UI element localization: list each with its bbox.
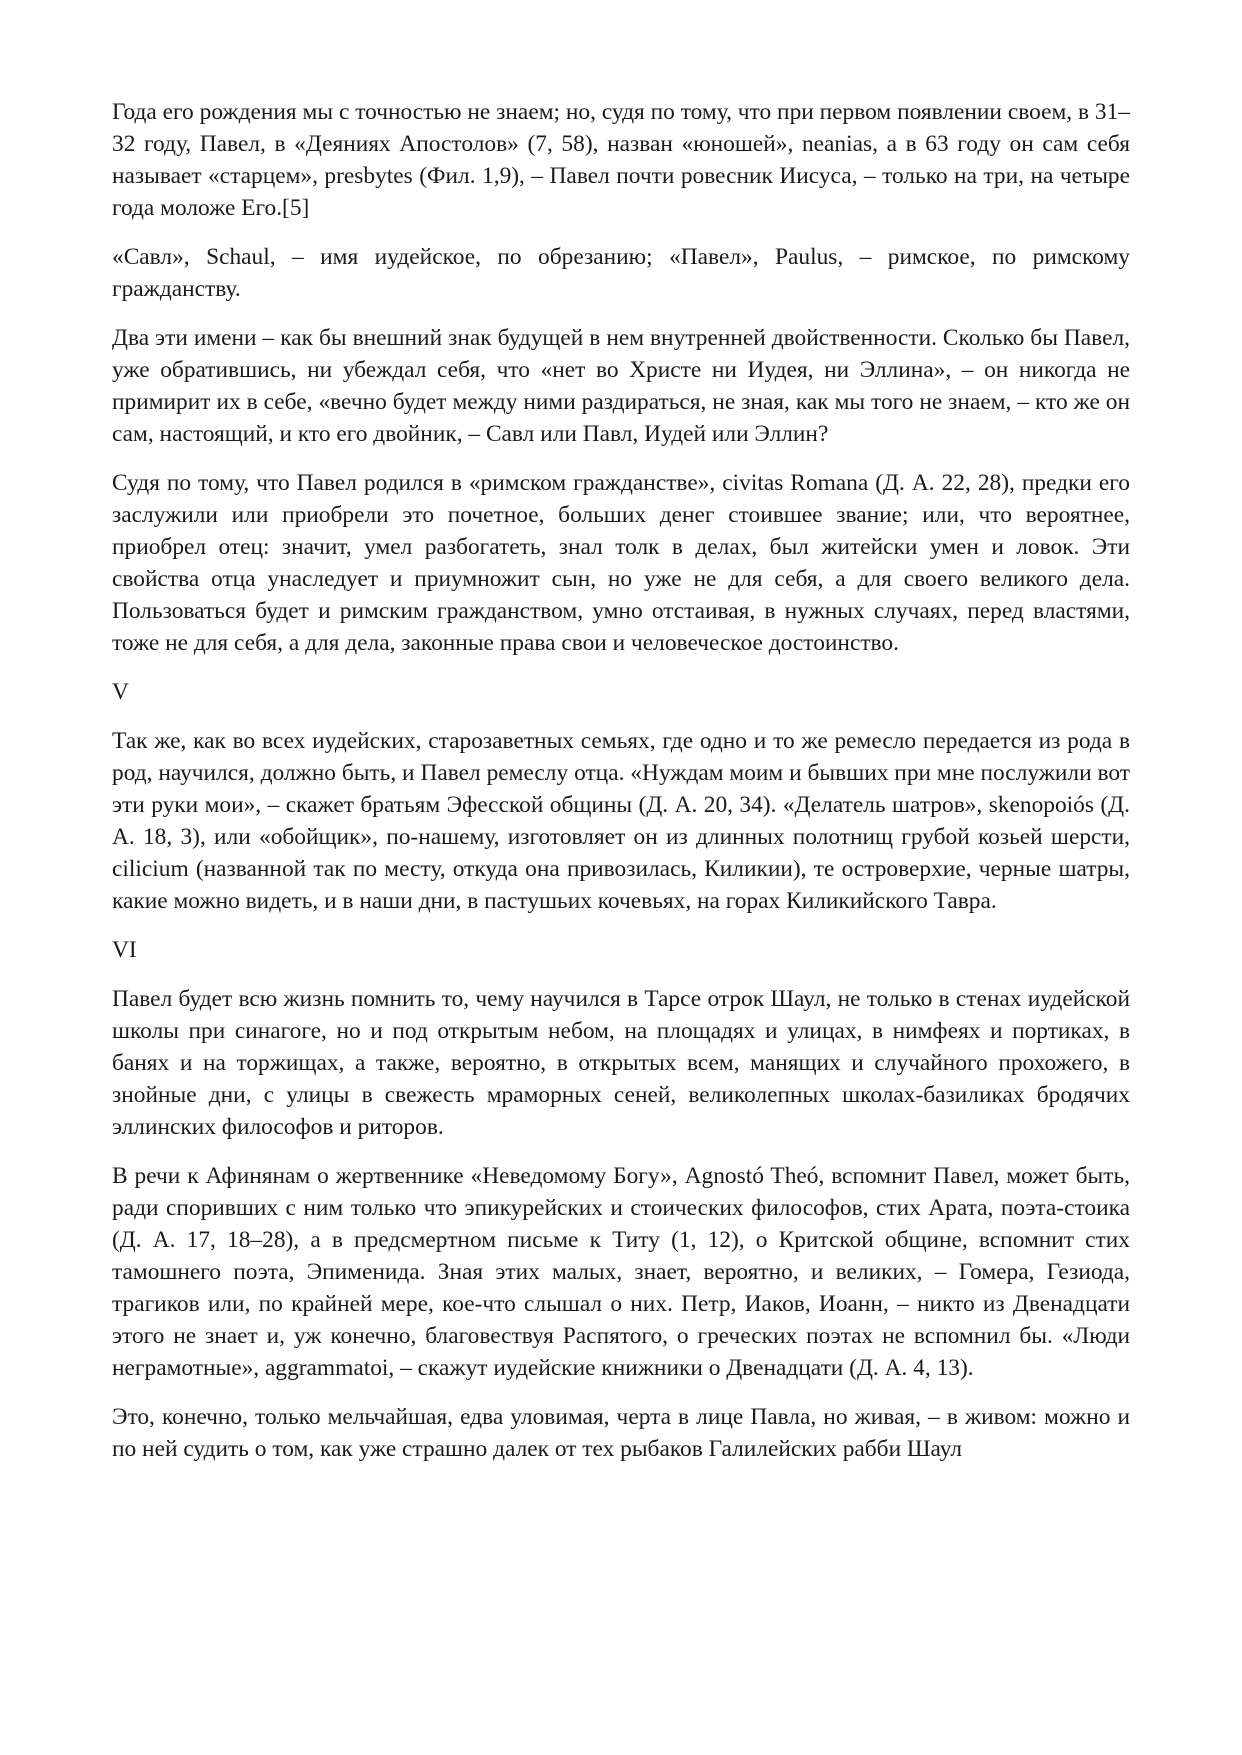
paragraph-athens-speech: В речи к Афинянам о жертвеннике «Неведомому Богу», Agnostó Theó, вспомнит Павел, может быть, ради споривших с ним только что эпикурейских и стоических философов, стих Арата, поэта-стоика (Д. А. 17, 18–28), а в предсмертном письме к Титу (1, 12), о Критской общине, вспомнит стих тамошнего поэта, Эпименида. Зная этих малых, знает, вероятно, и великих, – Гомера, Гезиода, трагиков или, по крайней мере, кое-что слышал о них. Петр, Иаков, Иоанн, – никто из Двенадцати этого не знает и, уж конечно, благовествуя Распятого, о греческих поэтах не вспомнил бы. «Люди неграмотные», aggrammatoi, – скажут иудейские книжники о Двенадцати (Д. А. 4, 13). [112, 1163, 1130, 1381]
section-heading-v: V [112, 679, 129, 705]
paragraph-names: «Савл», Schaul, – имя иудейское, по обрезанию; «Павел», Paulus, – римское, по римскому гражданству. [112, 244, 1130, 302]
paragraph-citizenship: Судя по тому, что Павел родился в «римском гражданстве», civitas Romana (Д. А. 22, 28), предки его заслужили или приобрели это почетное, больших денег стоившее звание; или, что вероятнее, приобрел отец: значит, умел разбогатеть, знал толк в делах, был житейски умен и ловок. Эти свойства отца унаследует и приумножит сын, но уже не для себя, а для своего великого дела. Пользоваться будет и римским гражданством, умно отстаивая, в нужных случаях, перед властями, тоже не для себя, а для дела, законные права свои и человеческое достоинство. [112, 470, 1130, 656]
paragraph-duality: Два эти имени – как бы внешний знак будущей в нем внутренней двойственности. Сколько бы Павел, уже обратившись, ни убеждал себя, что «нет во Христе ни Иудея, ни Эллина», – он никогда не примирит их в себе, «вечно будет между ними раздираться, не зная, как мы того не знаем, – кто же он сам, настоящий, и кто его двойник, – Савл или Павл, Иудей или Эллин? [112, 325, 1130, 447]
paragraph-craft: Так же, как во всех иудейских, старозаветных семьях, где одно и то же ремесло передается из рода в род, научился, должно быть, и Павел ремеслу отца. «Нуждам моим и бывших при мне послужили вот эти руки мои», – скажет братьям Эфесской общины (Д. А. 20, 34). «Делатель шатров», skenopoiós (Д. А. 18, 3), или «обойщик», по-нашему, изготовляет он из длинных полотнищ грубой козьей шерсти, cilicium (названной так по месту, откуда она привозилась, Киликии), те островерхие, черные шатры, какие можно видеть, и в наши дни, в пастушьих кочевьях, на горах Киликийского Тавра. [112, 728, 1130, 914]
paragraph-trait: Это, конечно, только мельчайшая, едва уловимая, черта в лице Павла, но живая, – в живом: можно и по ней судить о том, как уже страшно далек от тех рыбаков Галилейских рабби Шаул [112, 1404, 1130, 1462]
document-page [112, 96, 1130, 1482]
paragraph-birth-year: Года его рождения мы с точностью не знаем; но, судя по тому, что при первом появлении своем, в 31–32 году, Павел, в «Деяниях Апостолов» (7, 58), назван «юношей», neanias, а в 63 году он сам себя называет «старцем», presbytes (Фил. 1,9), – Павел почти ровесник Иисуса, – только на три, на четыре года моложе Его.[5] [112, 99, 1130, 221]
section-heading-vi: VI [112, 937, 137, 963]
paragraph-tarsus: Павел будет всю жизнь помнить то, чему научился в Тарсе отрок Шаул, не только в стенах иудейской школы при синагоге, но и под открытым небом, на площадях и улицах, в нимфеях и портиках, в банях и на торжищах, а также, вероятно, в открытых всем, манящих и случайного прохожего, в знойные дни, с улицы в свежесть мраморных сеней, великолепных школах-базиликах бродячих эллинских философов и риторов. [112, 986, 1130, 1140]
